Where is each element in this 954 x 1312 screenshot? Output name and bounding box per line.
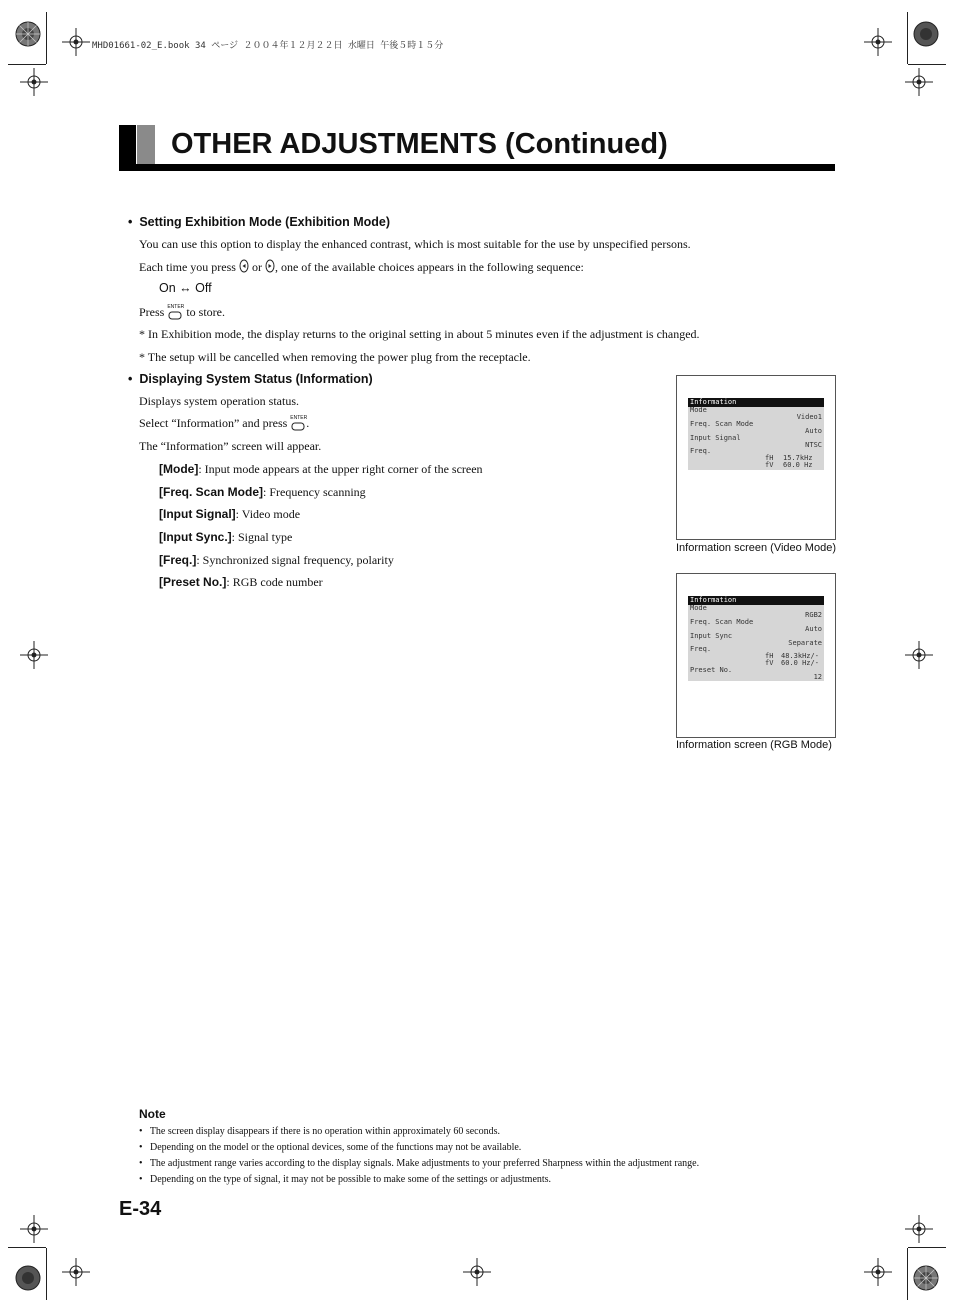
osd-freq-scan-value: Auto — [805, 625, 822, 633]
registration-mark-icon — [905, 641, 933, 669]
osd-mode-label: Mode — [690, 604, 707, 612]
information-appear-line: The “Information” screen will appear. — [139, 439, 322, 453]
caption-rgb: Information screen (RGB Mode) — [676, 739, 832, 751]
information-screen-video — [676, 375, 836, 540]
registration-mark-icon — [864, 1258, 892, 1286]
crop-mark — [907, 12, 908, 64]
exhibition-sequence: On ↔ Off — [159, 281, 212, 295]
exhibition-store-line: Press ENTER to store. — [139, 304, 226, 319]
crop-mark — [8, 1247, 46, 1248]
osd-fv-label: fV — [765, 659, 774, 667]
page-title: OTHER ADJUSTMENTS (Continued) — [171, 128, 668, 160]
exhibition-heading: • Setting Exhibition Mode (Exhibition Mode) — [128, 215, 390, 229]
enter-button-icon: ENTER — [167, 306, 183, 320]
bullet: • — [139, 1174, 151, 1185]
starburst-target-icon — [14, 20, 42, 53]
note-heading: Note — [139, 1107, 166, 1121]
osd-panel — [688, 596, 824, 681]
information-select-line: Select “Information” and press ENTER . — [139, 415, 310, 430]
osd-input-value: NTSC — [805, 441, 822, 449]
registration-mark-icon — [905, 68, 933, 96]
osd-fh-value: 15.7kHz — [783, 454, 813, 462]
note-item: • Depending on the type of signal, it may not be possible to make some of the settings or adjustments. — [139, 1174, 552, 1185]
exhibition-note-1: * In Exhibition mode, the display returns to the original setting in about 5 minutes even if the adjustment is changed. — [139, 327, 700, 341]
page-number: E-34 — [119, 1198, 162, 1220]
info-item: [Freq.]: Synchronized signal frequency, polarity — [159, 553, 394, 567]
osd-panel — [688, 398, 824, 470]
crop-mark — [907, 1248, 908, 1300]
crop-mark — [8, 64, 46, 65]
info-item: [Mode]: Input mode appears at the upper right corner of the screen — [159, 462, 483, 476]
osd-mode-value: RGB2 — [805, 611, 822, 619]
bullet: • — [139, 1126, 150, 1137]
note-item: • The screen display disappears if there is no operation within approximately 60 seconds. — [139, 1126, 501, 1137]
osd-freq-scan-label: Freq. Scan Mode — [690, 420, 754, 428]
info-item: [Input Signal]: Video mode — [159, 507, 301, 521]
crop-mark — [46, 12, 47, 64]
osd-preset-label: Preset No. — [690, 666, 733, 674]
note-item: • Depending on the model or the optional devices, some of the functions may not be available. — [139, 1142, 522, 1153]
right-button-icon — [265, 259, 275, 277]
osd-freq-label: Freq. — [690, 645, 712, 653]
registration-mark-icon — [20, 1215, 48, 1243]
osd-fh-label: fH — [765, 454, 774, 462]
osd-preset-value: 12 — [813, 673, 822, 681]
starburst-target-icon — [912, 20, 940, 53]
osd-fv-label: fV — [765, 461, 774, 469]
information-heading: • Displaying System Status (Information) — [128, 372, 373, 386]
registration-mark-icon — [20, 641, 48, 669]
starburst-target-icon — [912, 1264, 940, 1297]
title-rule — [119, 164, 835, 171]
exhibition-press-line: Each time you press or , one of the available choices appears in the following sequence: — [139, 259, 584, 277]
registration-mark-icon — [20, 68, 48, 96]
osd-input-label: Input Signal — [690, 434, 741, 442]
bullet: • — [139, 1158, 150, 1169]
bullet: • — [128, 215, 140, 229]
info-item: [Input Sync.]: Signal type — [159, 530, 293, 544]
crop-mark — [46, 1248, 47, 1300]
information-screen-rgb — [676, 573, 836, 738]
info-item: [Preset No.]: RGB code number — [159, 575, 323, 589]
bullet: • — [128, 372, 140, 386]
exhibition-note-2: * The setup will be cancelled when removing the power plug from the receptacle. — [139, 350, 531, 364]
osd-input-value: Separate — [788, 639, 822, 647]
osd-mode-value: Video1 — [796, 413, 822, 421]
left-button-icon — [239, 259, 249, 277]
exhibition-description: You can use this option to display the enhanced contrast, which is most suitable for the use by unspecified persons. — [139, 237, 691, 251]
double-arrow-icon: ↔ — [179, 281, 192, 295]
registration-mark-icon — [864, 28, 892, 56]
registration-mark-icon — [463, 1258, 491, 1286]
crop-mark — [908, 1247, 946, 1248]
osd-input-label: Input Sync — [690, 632, 733, 640]
osd-title: Information — [688, 596, 824, 605]
registration-mark-icon — [905, 1215, 933, 1243]
print-header: MHD01661-02_E.book 34 ページ ２００４年１２月２２日 水曜日 午後５時１５分 — [92, 41, 444, 51]
info-item: [Freq. Scan Mode]: Frequency scanning — [159, 485, 366, 499]
osd-freq-scan-label: Freq. Scan Mode — [690, 618, 754, 626]
registration-mark-icon — [62, 28, 90, 56]
crop-mark — [908, 64, 946, 65]
osd-fh-value: 48.3kHz/- — [781, 652, 819, 660]
bullet: • — [139, 1142, 151, 1153]
title-accent-gray — [137, 125, 155, 165]
osd-freq-scan-value: Auto — [805, 427, 822, 435]
osd-fh-label: fH — [765, 652, 774, 660]
osd-title: Information — [688, 398, 824, 407]
osd-freq-label: Freq. — [690, 447, 712, 455]
osd-mode-label: Mode — [690, 406, 707, 414]
registration-mark-icon — [62, 1258, 90, 1286]
note-item: • The adjustment range varies according to the display signals. Make adjustments to your preferred Sharpness within the adjustment range. — [139, 1158, 700, 1169]
starburst-target-icon — [14, 1264, 42, 1297]
information-description: Displays system operation status. — [139, 394, 299, 408]
enter-button-icon: ENTER — [290, 417, 306, 431]
osd-fv-value: 60.0 Hz — [783, 461, 813, 469]
caption-video: Information screen (Video Mode) — [676, 542, 836, 554]
osd-fv-value: 60.0 Hz/- — [781, 659, 819, 667]
